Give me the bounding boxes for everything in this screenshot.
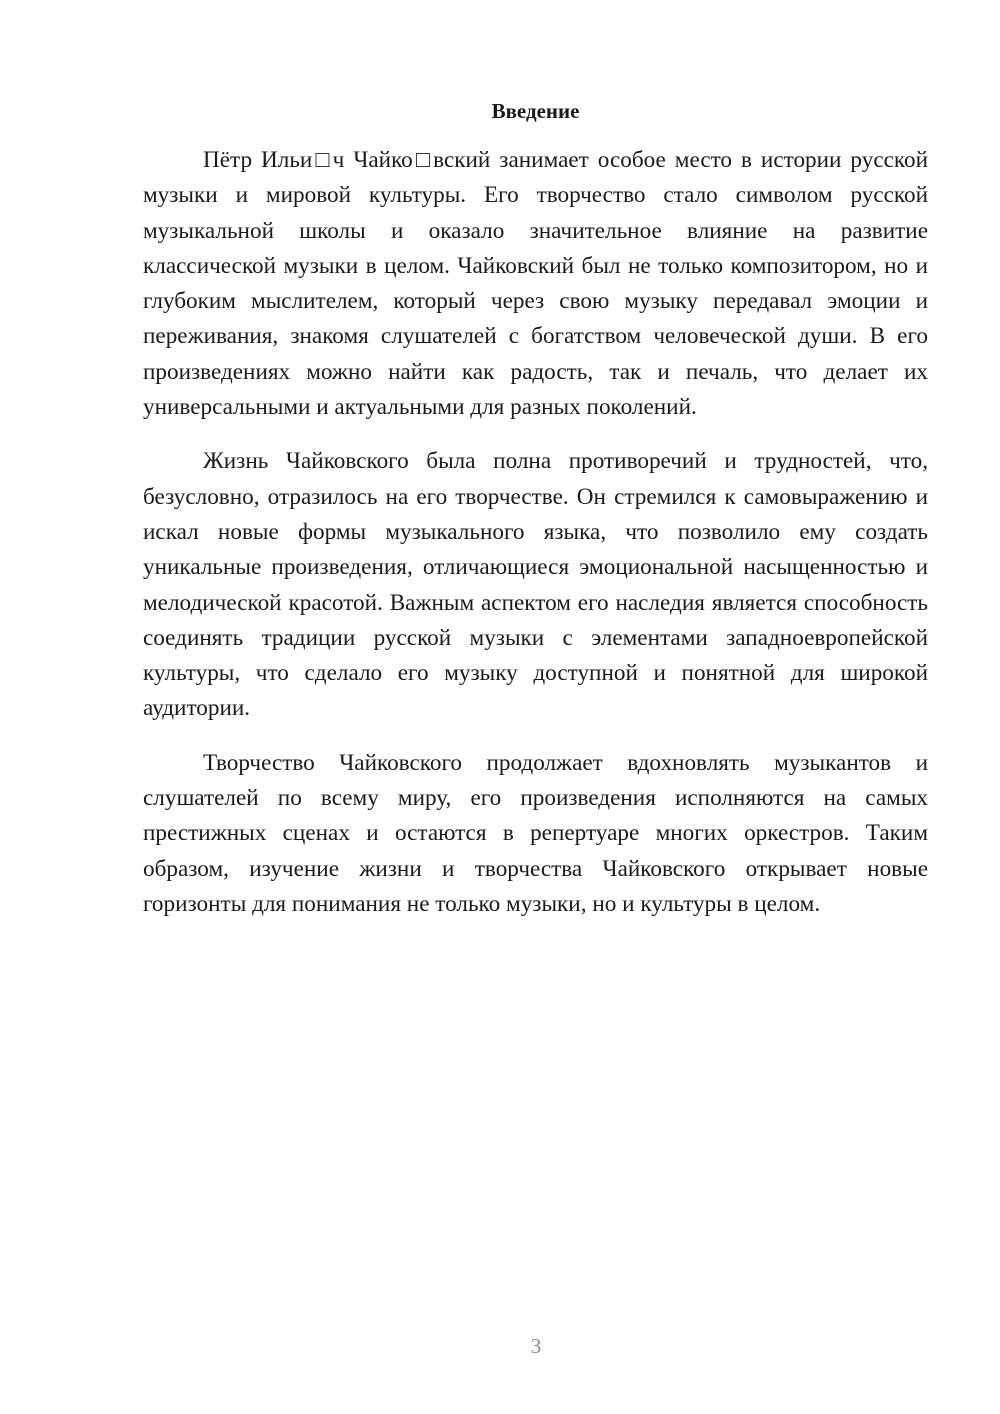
paragraph-intro: Пётр Ильи□ч Чайко□вский занимает особое место в истории русской музыки и мировой культуры. Его творчество стало символом русской музыкальной школы и оказало значительное влияние на развитие классической музыки в целом. Чайковский был не только композитором, но и глубоким мыслителем, который через свою музыку передавал эмоции и переживания, знакомя слушателей с богатством человеческой души. В его произведениях можно найти как радость, так и печаль, что делает их универсальными и актуальными для разных поколений.	[143, 147, 928, 421]
body-text	[143, 143, 928, 941]
page-number: 3	[530, 1334, 542, 1358]
paragraph-life: Жизнь Чайковского была полна противоречий и трудностей, что, безусловно, отразилось на его творчестве. Он стремился к самовыражению и искал новые формы музыкального языка, что позволило ему создать уникальные произведения, отличающиеся эмоциональной насыщенностью и мелодической красотой. Важным аспектом его наследия является способность соединять традиции русской музыки с элементами западноевропейской культуры, что сделало его музыку доступной и понятной для широкой аудитории.	[143, 448, 928, 722]
section-heading: Введение	[491, 99, 580, 123]
paragraph-legacy: Творчество Чайковского продолжает вдохновлять музыкантов и слушателей по всему миру, его произведения исполняются на самых престижных сценах и остаются в репертуаре многих оркестров. Таким образом, изучение жизни и творчества Чайковского открывает новые горизонты для понимания не только музыки, но и культуры в целом.	[143, 749, 928, 917]
